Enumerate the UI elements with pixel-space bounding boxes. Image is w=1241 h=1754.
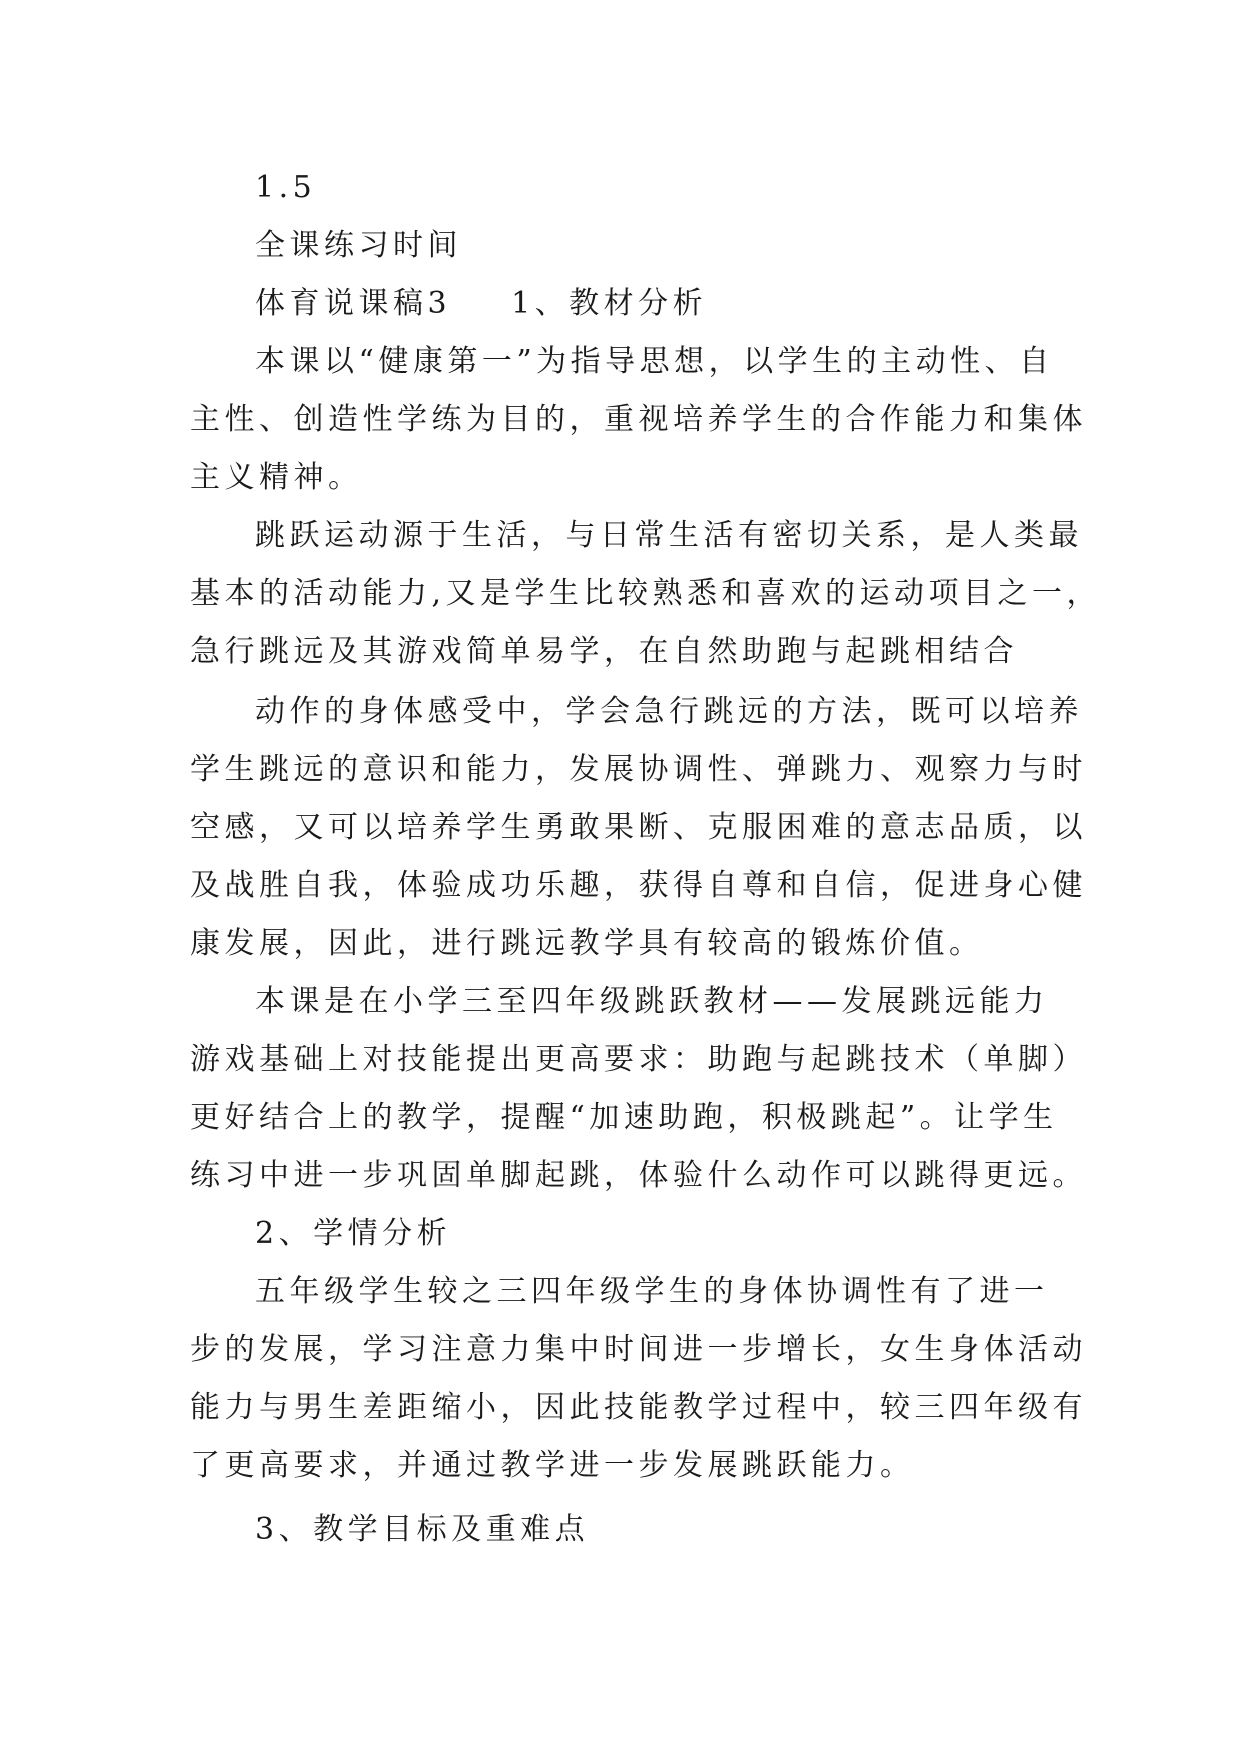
paragraph-line: 及战胜自我，体验成功乐趣，获得自尊和自信，促进身心健	[190, 868, 1087, 903]
paragraph-line: 本课是在小学三至四年级跳跃教材——发展跳远能力	[255, 984, 1049, 1019]
paragraph-line: 空感，又可以培养学生勇敢果断、克服困难的意志品质，以	[190, 810, 1087, 845]
paragraph-line: 了更高要求，并通过教学进一步发展跳跃能力。	[190, 1448, 915, 1483]
paragraph-line: 基本的活动能力,又是学生比较熟悉和喜欢的运动项目之一，	[190, 576, 1102, 611]
paragraph-line: 能力与男生差距缩小，因此技能教学过程中，较三四年级有	[190, 1390, 1087, 1425]
section-heading: 3、教学目标及重难点	[255, 1512, 590, 1547]
paragraph-line: 步的发展，学习注意力集中时间进一步增长，女生身体活动	[190, 1332, 1087, 1367]
paragraph-line: 本课以“健康第一”为指导思想，以学生的主动性、自	[255, 344, 1054, 379]
paragraph-line: 学生跳远的意识和能力，发展协调性、弹跳力、观察力与时	[190, 752, 1087, 787]
paragraph-line: 主性、创造性学练为目的，重视培养学生的合作能力和集体	[190, 402, 1087, 437]
paragraph-line: 五年级学生较之三四年级学生的身体协调性有了进一	[255, 1274, 1049, 1309]
paragraph-line: 主义精神。	[190, 460, 363, 495]
lecture-title: 体育说课稿3	[255, 286, 452, 321]
paragraph-line: 康发展，因此，进行跳远教学具有较高的锻炼价值。	[190, 926, 984, 961]
paragraph-line: 全课练习时间	[255, 228, 462, 263]
paragraph-line: 游戏基础上对技能提出更高要求：助跑与起跳技术（单脚）	[190, 1042, 1087, 1077]
paragraph-line: 练习中进一步巩固单脚起跳，体验什么动作可以跳得更远。	[190, 1158, 1087, 1193]
paragraph-line: 跳跃运动源于生活，与日常生活有密切关系，是人类最	[255, 518, 1083, 553]
paragraph-line: 更好结合上的教学，提醒“加速助跑，积极跳起”。让学生	[190, 1100, 1058, 1135]
paragraph-line: 1.5	[255, 170, 317, 205]
section-heading: 2、学情分析	[255, 1216, 452, 1251]
section-heading: 1、教材分析	[511, 286, 708, 321]
paragraph-line: 动作的身体感受中，学会急行跳远的方法，既可以培养	[255, 694, 1083, 729]
paragraph-line: 急行跳远及其游戏简单易学，在自然助跑与起跳相结合	[190, 634, 1018, 669]
heading-line	[255, 286, 707, 322]
